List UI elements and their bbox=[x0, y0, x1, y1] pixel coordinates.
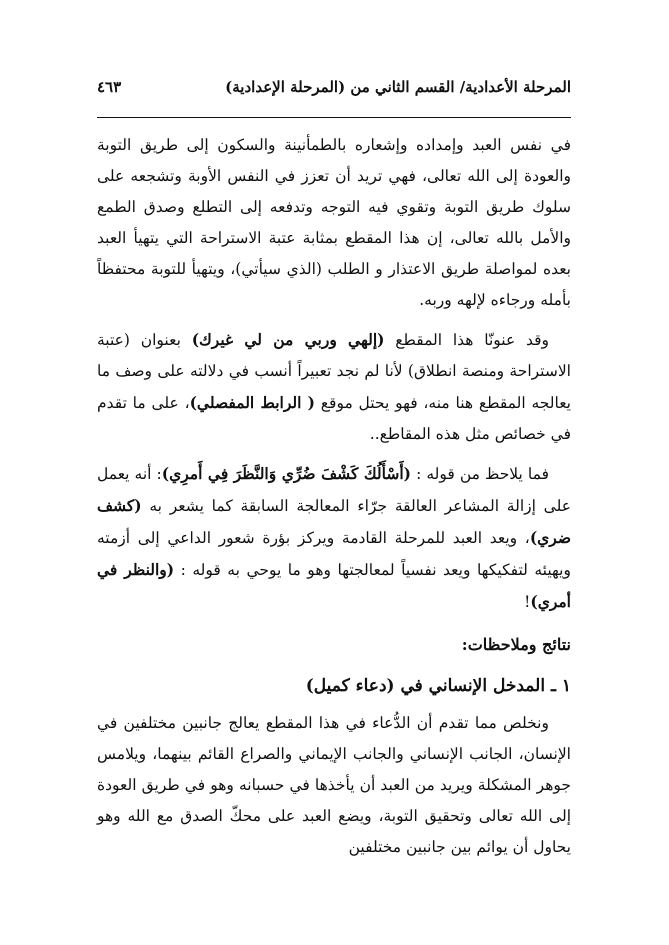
paragraph-2-text-3: ، على ما تقدم في خصائص مثل هذه المقاطع.. bbox=[97, 394, 571, 443]
paragraph-1: في نفس العبد وإمداده وإشعاره بالطمأنينة والسكون إلى طريق التوبة والعودة إلى الله تعالى، فهي تريد أن تعزز في النفس الأوبة وتشجعه على سلوك طريق التوبة وتقوي فيه التوجه وتدفعه إلى التطلع وصدق الطمع والأمل بالله تعالى، إن هذا المقطع بمثابة عتبة الاستراحة التي يتهيأ العبد بعده لمواصلة طريق الاعتذار و الطلب (الذي سيأتي)، ويتهيأ للتوبة محتفظاً بأمله ورجاءه لإلهه وربه. bbox=[97, 136, 571, 309]
paragraph-3-text-4: ! bbox=[524, 593, 531, 611]
running-header bbox=[97, 72, 571, 102]
paragraph-2 bbox=[97, 324, 571, 450]
header-divider bbox=[97, 117, 571, 118]
section-heading: نتائج وملاحظات: bbox=[461, 635, 571, 654]
paragraph-3-text-3: ، ويعد العبد للمرحلة القادمة ويركز بؤرة شعور الداعي إلى أزمته ويهيئه لتفكيكها ويعد نفسياً لمعالجتها وهو ما يوحي به قوله : bbox=[97, 529, 571, 579]
paragraph-3-text-2: : أنه يعمل على إزالة المشاعر العالقة جرّاء المعالجة السابقة كما يشعر به bbox=[97, 465, 571, 515]
paragraph-4: ونخلص مما تقدم أن الدُّعاء في هذا المقطع يعالج جانبين مختلفين في الإنسان، الجانب الإنساني والجانب الإيماني والصراع القائم بينهما، ويلامس جوهر المشكلة ويريد من العبد أن يأخذها في حسبانه وهو في طريق العودة إلى الله تعالى وتحقيق التوبة، ويضع العبد على محكّ الصدق مع الله وهو يحاول أن يوائم بين جانبين مختلفين bbox=[97, 714, 571, 856]
paragraph-2-text-1: وقد عنونّا هذا المقطع bbox=[384, 331, 549, 349]
quoted-phrase-bold: (كشف ضري) bbox=[97, 496, 571, 547]
body-text bbox=[97, 130, 571, 863]
paragraph-gap bbox=[97, 450, 571, 458]
paragraph-3 bbox=[97, 458, 571, 618]
quoted-phrase-bold: (أَسْأَلُكَ كَشْفَ ضُرِّي وَالنَّظَرَ فِي أَمرِي) bbox=[161, 464, 412, 483]
paragraph-gap bbox=[97, 316, 571, 324]
quoted-phrase-bold: ( الرابط المفصلي) bbox=[189, 393, 315, 412]
quoted-phrase-bold: (إلهي وربي من لي غيرك) bbox=[191, 330, 385, 349]
header-title: المرحلة الأعدادية/ القسم الثاني من (المرحلة الإعدادية) bbox=[225, 78, 571, 96]
paragraph-2-text-2: بعنوان (عتبة الاستراحة ومنصة انطلاق) لأنا لم نجد تعبيراً أنسب في دلالته على وصف ما يعالجه المقطع هنا منه، فهو يحتل موقع bbox=[97, 331, 571, 412]
page-number: ٤٦٣ bbox=[97, 78, 122, 96]
subsection-heading: ١ ـ المدخل الإنساني في (دعاء كميل) bbox=[305, 676, 571, 696]
quoted-phrase-bold: (والنظر في أمري) bbox=[97, 560, 571, 611]
paragraph-3-text-1: فما يلاحظ من قوله : bbox=[411, 465, 549, 483]
